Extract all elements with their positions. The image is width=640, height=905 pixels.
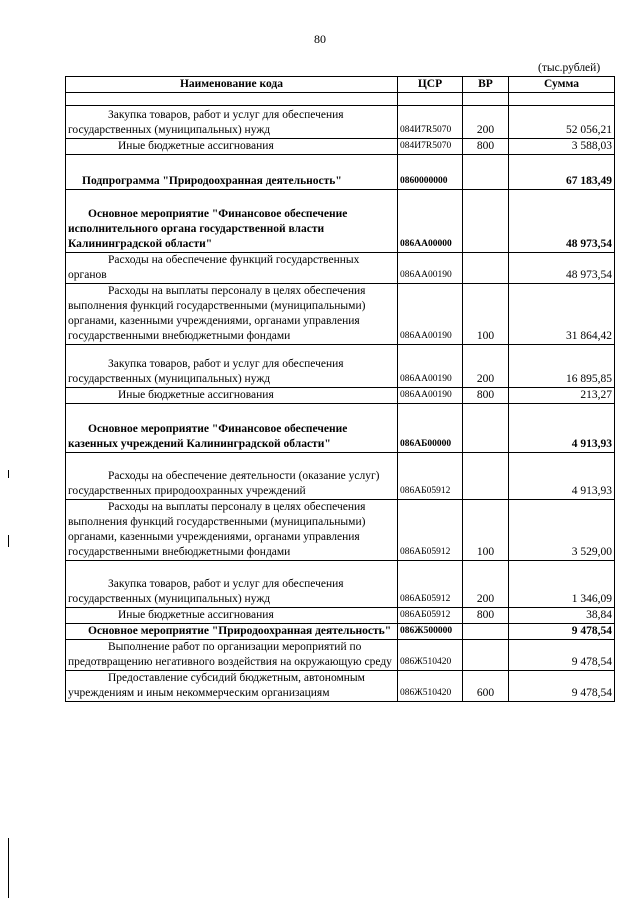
row-vr [463, 640, 509, 671]
row-csr: 086АА00190 [398, 253, 463, 284]
row-sum: 1 346,09 [509, 561, 615, 608]
table-row [66, 139, 615, 155]
row-sum: 4 913,93 [509, 453, 615, 500]
row-csr: 0860000000 [398, 155, 463, 190]
table-row [66, 155, 615, 190]
units-label: (тыс.рублей) [538, 62, 601, 74]
header-vr: ВР [463, 77, 509, 93]
left-margin-line [8, 535, 9, 547]
row-sum: 31 864,42 [509, 284, 615, 345]
row-csr: 086АБ05912 [398, 561, 463, 608]
row-sum: 4 913,93 [509, 404, 615, 453]
row-csr: 086АА00190 [398, 284, 463, 345]
row-sum: 3 529,00 [509, 500, 615, 561]
table-row [66, 190, 615, 253]
left-margin-line [8, 470, 9, 478]
row-vr [463, 155, 509, 190]
row-csr: 086АБ05912 [398, 453, 463, 500]
row-csr: 086Ж510420 [398, 671, 463, 702]
row-sum: 16 895,85 [509, 345, 615, 388]
row-name: Иные бюджетные ассигнования [66, 139, 398, 155]
row-vr [463, 453, 509, 500]
row-csr: 084И7R5070 [398, 139, 463, 155]
row-sum: 9 478,54 [509, 624, 615, 640]
row-name: Подпрограмма "Природоохранная деятельность" [66, 155, 398, 190]
table-header [66, 77, 615, 93]
row-name: Расходы на выплаты персоналу в целях обеспечения выполнения функций государственными (муниципальными) органами, казенными учреждениями, органами управления государственными внебюджетными фондами [66, 500, 398, 561]
row-csr: 086Ж510420 [398, 640, 463, 671]
budget-table [65, 76, 615, 702]
row-name: Расходы на обеспечение деятельности (оказание услуг) государственных природоохранных учреждений [66, 453, 398, 500]
row-vr: 200 [463, 561, 509, 608]
row-sum: 3 588,03 [509, 139, 615, 155]
table-row [66, 388, 615, 404]
row-vr: 600 [463, 671, 509, 702]
row-name: Иные бюджетные ассигнования [66, 608, 398, 624]
row-vr: 200 [463, 106, 509, 139]
table-row [66, 345, 615, 388]
table-row [66, 284, 615, 345]
left-margin-line [8, 838, 9, 898]
row-vr [463, 624, 509, 640]
row-name: Выполнение работ по организации мероприятий по предотвращению негативного воздействия на окружающую среду [66, 640, 398, 671]
row-csr: 084И7R5070 [398, 106, 463, 139]
row-csr: 086АБ05912 [398, 500, 463, 561]
table-row [66, 624, 615, 640]
row-vr: 800 [463, 139, 509, 155]
row-vr: 800 [463, 608, 509, 624]
header-sum: Сумма [509, 77, 615, 93]
row-sum: 48 973,54 [509, 253, 615, 284]
row-sum: 38,84 [509, 608, 615, 624]
row-vr [463, 190, 509, 253]
row-name: Закупка товаров, работ и услуг для обеспечения государственных (муниципальных) нужд [66, 106, 398, 139]
row-csr: 086Ж500000 [398, 624, 463, 640]
header-csr: ЦСР [398, 77, 463, 93]
row-csr: 086АБ05912 [398, 608, 463, 624]
row-name: Закупка товаров, работ и услуг для обеспечения государственных (муниципальных) нужд [66, 345, 398, 388]
row-name: Закупка товаров, работ и услуг для обеспечения государственных (муниципальных) нужд [66, 561, 398, 608]
table-row [66, 106, 615, 139]
header-name: Наименование кода [66, 77, 398, 93]
row-sum: 48 973,54 [509, 190, 615, 253]
table-row [66, 640, 615, 671]
table-row [66, 561, 615, 608]
row-name: Расходы на обеспечение функций государственных органов [66, 253, 398, 284]
row-csr: 086АА00190 [398, 388, 463, 404]
row-vr: 100 [463, 500, 509, 561]
row-sum: 213,27 [509, 388, 615, 404]
row-csr: 086АБ00000 [398, 404, 463, 453]
row-sum: 9 478,54 [509, 671, 615, 702]
row-vr [463, 253, 509, 284]
row-csr: 086АА00190 [398, 345, 463, 388]
row-vr: 100 [463, 284, 509, 345]
row-vr: 200 [463, 345, 509, 388]
row-sum: 52 056,21 [509, 106, 615, 139]
row-name: Основное мероприятие "Финансовое обеспечение казенных учреждений Калининградской области" [66, 404, 398, 453]
table-row [66, 608, 615, 624]
row-name: Основное мероприятие "Финансовое обеспечение исполнительного органа государственной власти Калининградской области" [66, 190, 398, 253]
table-row [66, 404, 615, 453]
table-row [66, 253, 615, 284]
table-row [66, 671, 615, 702]
page-number: 80 [314, 32, 326, 46]
row-name: Расходы на выплаты персоналу в целях обеспечения выполнения функций государственными (муниципальными) органами, казенными учреждениями, органами управления государственными внебюджетными фондами [66, 284, 398, 345]
table-row [66, 500, 615, 561]
row-sum: 9 478,54 [509, 640, 615, 671]
row-csr: 086АА00000 [398, 190, 463, 253]
row-name: Предоставление субсидий бюджетным, автономным учреждениям и иным некоммерческим организациям [66, 671, 398, 702]
row-name: Иные бюджетные ассигнования [66, 388, 398, 404]
row-sum: 67 183,49 [509, 155, 615, 190]
table-row [66, 93, 615, 106]
row-vr: 800 [463, 388, 509, 404]
row-name: Основное мероприятие "Природоохранная деятельность" [66, 624, 398, 640]
table-row [66, 453, 615, 500]
row-vr [463, 404, 509, 453]
